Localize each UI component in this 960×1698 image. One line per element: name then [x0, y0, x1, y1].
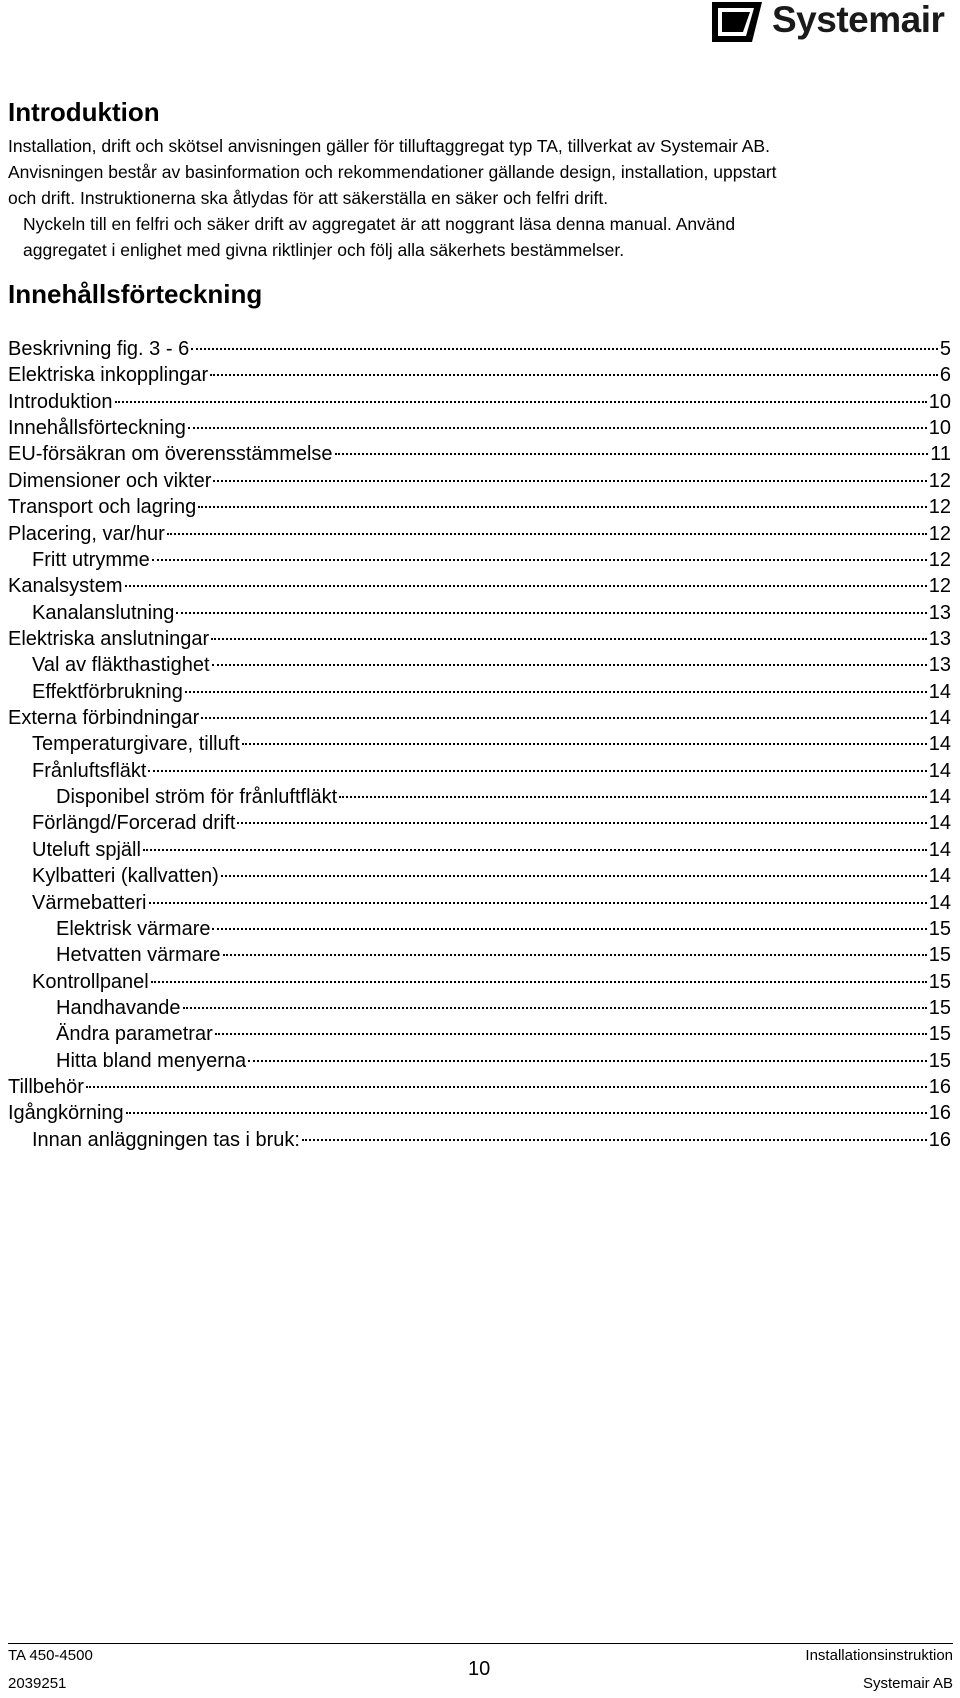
toc-entry-title: EU-försäkran om överensstämmelse [8, 443, 333, 466]
toc-dot-leader [210, 374, 938, 376]
systemair-logo-mark-icon [712, 0, 768, 44]
toc-entry-title: Ändra parametrar [56, 1023, 213, 1046]
toc-entry-page: 13 [928, 601, 951, 624]
intro-paragraph-1-line: och drift. Instruktionerna ska åtlydas för att säkerställa en säker och felfri drift. [8, 188, 609, 208]
toc-entry[interactable] [8, 1100, 951, 1126]
toc-entry[interactable] [8, 415, 951, 441]
toc-entry[interactable] [8, 1021, 951, 1047]
toc-entry-title: Temperaturgivare, tilluft [32, 733, 240, 756]
toc-entry[interactable] [8, 679, 951, 705]
toc-dot-leader [212, 664, 927, 666]
toc-entry[interactable] [8, 494, 951, 520]
toc-entry[interactable] [8, 916, 951, 942]
toc-dot-leader [213, 480, 926, 482]
toc-entry-title: Igångkörning [8, 1102, 124, 1125]
toc-entry-title: Placering, var/hur [8, 522, 165, 545]
toc-entry[interactable] [8, 1048, 951, 1074]
toc-entry-title: Kylbatteri (kallvatten) [32, 865, 219, 888]
toc-entry-title: Innan anläggningen tas i bruk: [32, 1128, 300, 1151]
toc-entry[interactable] [8, 1074, 951, 1100]
toc-entry-page: 14 [928, 733, 951, 756]
toc-entry-page: 5 [939, 338, 951, 360]
toc-entry-page: 10 [928, 390, 951, 413]
footer-company: Systemair AB [862, 1675, 953, 1692]
toc-dot-leader [188, 427, 927, 429]
toc-entry[interactable] [8, 468, 951, 494]
toc-entry-page: 14 [928, 812, 951, 835]
intro-text [8, 133, 953, 263]
toc-dot-leader [215, 1033, 927, 1035]
toc-entry[interactable] [8, 521, 951, 547]
section-title-introduktion: Introduktion [8, 97, 160, 127]
toc-entry[interactable] [8, 890, 951, 916]
toc-entry-page: 14 [928, 707, 951, 730]
toc-entry[interactable] [8, 441, 951, 467]
toc-dot-leader [125, 585, 927, 587]
toc-entry[interactable] [8, 837, 951, 863]
intro-paragraph-2-line: aggregatet i enlighet med givna riktlinjer och följ alla säkerhets bestämmelser. [23, 240, 625, 260]
toc-entry-title: Beskrivning fig. 3 - 6 [8, 338, 190, 360]
toc-entry-page: 15 [928, 917, 951, 940]
toc-entry[interactable] [8, 705, 951, 731]
toc-dot-leader [115, 401, 927, 403]
toc-entry-title: Transport och lagring [8, 496, 197, 519]
footer-divider [8, 1643, 953, 1644]
toc-entry-page: 14 [928, 759, 951, 782]
toc-dot-leader [183, 1007, 927, 1009]
toc-entry-page: 10 [928, 417, 951, 440]
toc-dot-leader [223, 954, 927, 956]
intro-paragraph-1-line: Anvisningen består av basinformation och rekommendationer gällande design, installation, uppstart [8, 162, 777, 182]
intro-paragraph-2-line: Nyckeln till en felfri och säker drift av aggregatet är att noggrant läsa denna manual. Använd [23, 214, 736, 234]
toc-dot-leader [176, 612, 926, 614]
toc-entry[interactable] [8, 652, 951, 678]
footer-doc-number: 2039251 [8, 1675, 67, 1692]
toc-entry-page: 16 [928, 1076, 951, 1099]
toc-dot-leader [201, 717, 927, 719]
toc-entry-title: Frånluftsfläkt [32, 759, 147, 782]
toc-entry-title: Val av fläkthastighet [32, 654, 210, 677]
toc-dot-leader [212, 928, 926, 930]
toc-dot-leader [191, 348, 938, 350]
toc-entry-title: Dimensioner och vikter [8, 469, 212, 492]
toc-entry[interactable] [8, 995, 951, 1021]
toc-entry-page: 12 [928, 522, 951, 545]
toc-entry-title: Innehållsförteckning [8, 417, 186, 440]
toc-entry[interactable] [8, 336, 951, 362]
toc-entry-title: Externa förbindningar [8, 707, 200, 730]
toc-dot-leader [185, 691, 927, 693]
toc-entry-page: 14 [928, 891, 951, 914]
toc-entry-page: 15 [928, 970, 951, 993]
toc-dot-leader [167, 533, 927, 535]
toc-dot-leader [221, 875, 927, 877]
toc-entry-title: Elektriska inkopplingar [8, 364, 209, 387]
toc-entry-page: 15 [928, 1049, 951, 1072]
toc-entry-page: 13 [928, 627, 951, 650]
toc-entry[interactable] [8, 731, 951, 757]
toc-dot-leader [237, 822, 926, 824]
toc-entry-title: Kanalanslutning [32, 601, 175, 624]
toc-dot-leader [149, 902, 927, 904]
toc-entry[interactable] [8, 389, 951, 415]
toc-dot-leader [126, 1112, 927, 1114]
toc-entry-page: 16 [928, 1102, 951, 1125]
toc-dot-leader [339, 796, 927, 798]
toc-entry-title: Hetvatten värmare [56, 944, 221, 967]
toc-entry[interactable] [8, 362, 951, 388]
toc-dot-leader [248, 1060, 927, 1062]
toc-entry-page: 14 [928, 786, 951, 809]
toc-dot-leader [242, 743, 927, 745]
toc-entry-title: Fritt utrymme [32, 548, 150, 571]
toc-entry[interactable] [8, 784, 951, 810]
toc-dot-leader [211, 638, 927, 640]
toc-entry-title: Kanalsystem [8, 575, 123, 598]
toc-entry[interactable] [8, 969, 951, 995]
toc-entry[interactable] [8, 573, 951, 599]
toc-entry-title: Effektförbrukning [32, 680, 183, 703]
toc-dot-leader [143, 849, 927, 851]
toc-dot-leader [86, 1086, 927, 1088]
toc-entry-title: Kontrollpanel [32, 970, 149, 993]
brand-logo [712, 0, 960, 44]
toc-entry-page: 14 [928, 865, 951, 888]
toc-entry-page: 15 [928, 996, 951, 1019]
toc-entry-title: Tillbehör [8, 1076, 84, 1099]
toc-entry-title: Handhavande [56, 996, 181, 1019]
toc-entry[interactable] [8, 810, 951, 836]
toc-entry-title: Värmebatteri [32, 891, 147, 914]
toc-dot-leader [151, 981, 927, 983]
toc-entry-page: 14 [928, 680, 951, 703]
toc-dot-leader [302, 1139, 927, 1141]
toc-entry-title: Hitta bland menyerna [56, 1049, 247, 1072]
toc-dot-leader [152, 559, 927, 561]
footer-page-number: 10 [468, 1658, 491, 1680]
toc-entry[interactable] [8, 863, 951, 889]
toc-entry[interactable] [8, 942, 951, 968]
toc-entry-page: 12 [928, 469, 951, 492]
toc-entry-title: Introduktion [8, 390, 113, 413]
toc-entry-title: Uteluft spjäll [32, 838, 141, 861]
table-of-contents [8, 336, 951, 1153]
toc-entry-page: 11 [930, 443, 951, 466]
footer-doc-code: TA 450-4500 [8, 1647, 93, 1664]
intro-paragraph-1-line: Installation, drift och skötsel anvisningen gäller för tilluftaggregat typ TA, tillverkat av Systemair AB. [8, 136, 770, 156]
toc-dot-leader [335, 453, 929, 455]
toc-entry-page: 12 [928, 496, 951, 519]
section-title-innehallsforteckning: Innehållsförteckning [8, 279, 263, 309]
footer-doc-type: Installationsinstruktion [805, 1647, 953, 1664]
toc-entry-page: 15 [928, 944, 951, 967]
toc-entry-page: 6 [939, 364, 951, 387]
toc-entry[interactable] [8, 1127, 951, 1153]
toc-entry[interactable] [8, 758, 951, 784]
toc-entry-title: Elektrisk värmare [56, 917, 211, 940]
intro-paragraph-2 [8, 211, 953, 263]
toc-entry[interactable] [8, 600, 951, 626]
toc-entry[interactable] [8, 626, 951, 652]
toc-entry-title: Disponibel ström för frånluftfläkt [56, 786, 338, 809]
toc-entry-page: 16 [928, 1128, 951, 1151]
toc-entry-page: 14 [928, 838, 951, 861]
toc-entry-page: 15 [928, 1023, 951, 1046]
toc-entry-title: Elektriska anslutningar [8, 627, 210, 650]
toc-entry-page: 13 [928, 654, 951, 677]
toc-dot-leader [198, 506, 927, 508]
toc-entry-page: 12 [928, 548, 951, 571]
intro-paragraph-1 [8, 133, 953, 211]
brand-name: Systemair [772, 0, 945, 40]
toc-entry-title: Förlängd/Forcerad drift [32, 812, 236, 835]
toc-entry[interactable] [8, 547, 951, 573]
toc-dot-leader [148, 770, 926, 772]
toc-entry-page: 12 [928, 575, 951, 598]
